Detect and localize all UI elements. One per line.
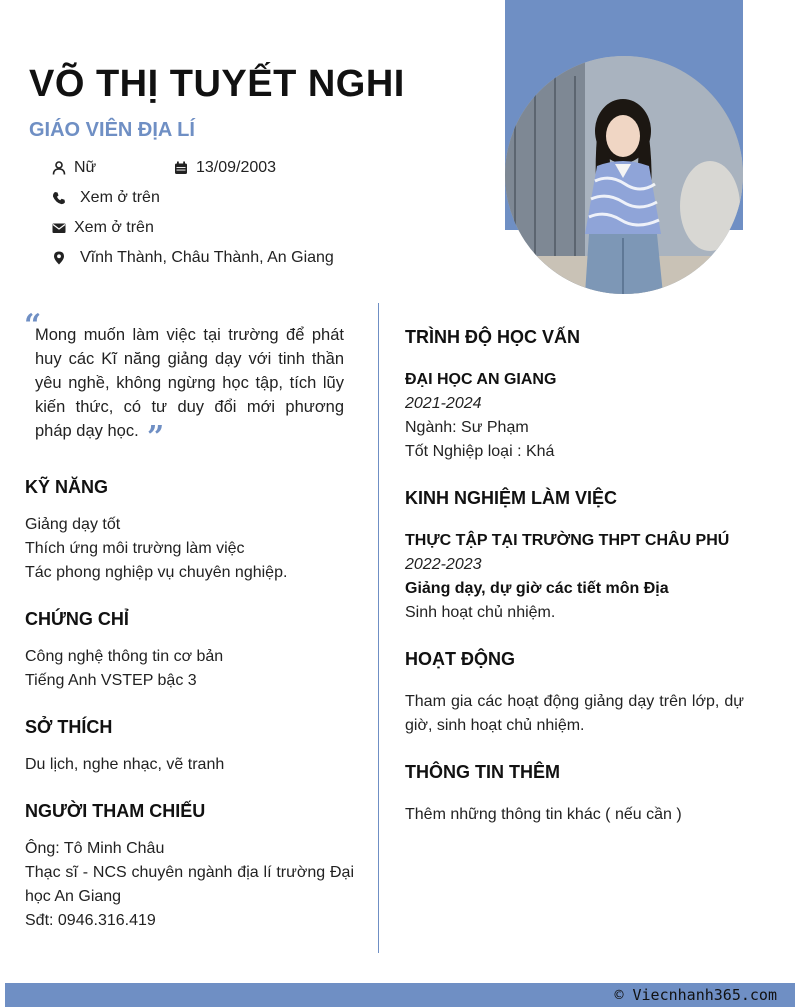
- birthday-value: 13/09/2003: [196, 159, 277, 176]
- skill-item: Giảng dạy tốt: [25, 516, 121, 533]
- education-block: [405, 368, 556, 464]
- person-icon: [52, 161, 66, 175]
- references-block: [25, 837, 354, 933]
- address-value: Vĩnh Thành, Châu Thành, An Giang: [80, 249, 334, 266]
- certificates-list: [25, 645, 223, 693]
- phone-row: [52, 189, 160, 207]
- phone-icon: [52, 191, 66, 205]
- close-quote-mark: ”: [147, 420, 165, 455]
- objective-text: Mong muốn làm việc tại trường để phát huy các Kĩ năng giảng dạy với tinh thần yêu nghề, không ngừng học tập, tích lũy kiến thức, có tư duy đổi mới phương pháp dạy học.: [35, 326, 344, 440]
- certificate-item: Công nghệ thông tin cơ bản: [25, 648, 224, 665]
- references-title: NGƯỜI THAM CHIẾU: [25, 801, 206, 821]
- experience-detail: Sinh hoạt chủ nhiệm.: [405, 604, 556, 621]
- extra-info-title: THÔNG TIN THÊM: [405, 762, 560, 782]
- skills-list: [25, 513, 287, 585]
- experience-title: KINH NGHIỆM LÀM VIỆC: [405, 488, 618, 508]
- job-title: GIÁO VIÊN ĐỊA LÍ: [29, 119, 195, 141]
- calendar-icon: [174, 161, 188, 175]
- gender-row: [52, 159, 96, 177]
- email-value: Xem ở trên: [74, 219, 154, 236]
- open-quote-mark: “: [24, 308, 42, 343]
- profile-photo: [505, 56, 743, 294]
- gender-value: Nữ: [74, 159, 97, 176]
- footer-watermark: © Viecnhanh365.com: [614, 986, 777, 1004]
- education-major: Ngành: Sư Phạm: [405, 419, 529, 436]
- address-row: [52, 249, 334, 267]
- experience-years: 2022-2023: [405, 556, 482, 573]
- experience-duty: Giảng dạy, dự giờ các tiết môn Địa: [405, 580, 669, 597]
- education-school: ĐẠI HỌC AN GIANG: [405, 371, 557, 388]
- hobbies-title: SỞ THÍCH: [25, 717, 113, 737]
- location-pin-icon: [52, 251, 66, 265]
- skill-item: Tác phong nghiệp vụ chuyên nghiệp.: [25, 564, 288, 581]
- experience-block: [405, 529, 729, 625]
- email-row: [52, 219, 154, 237]
- certificate-item: Tiếng Anh VSTEP bậc 3: [25, 672, 197, 689]
- footer-bar: [5, 983, 795, 1007]
- career-objective: [35, 323, 344, 443]
- phone-value: Xem ở trên: [80, 189, 160, 206]
- education-grade: Tốt Nghiệp loại : Khá: [405, 443, 555, 460]
- mail-icon: [52, 221, 66, 235]
- activities-title: HOẠT ĐỘNG: [405, 649, 515, 669]
- hobbies-text: Du lịch, nghe nhạc, vẽ tranh: [25, 756, 225, 773]
- skill-item: Thích ứng môi trường làm việc: [25, 540, 245, 557]
- education-title: TRÌNH ĐỘ HỌC VẤN: [405, 327, 580, 347]
- education-years: 2021-2024: [405, 395, 482, 412]
- activities-text: Tham gia các hoạt động giảng dạy trên lớp, dự giờ, sinh hoạt chủ nhiệm.: [405, 693, 744, 734]
- extra-info-text: Thêm những thông tin khác ( nếu cần ): [405, 806, 682, 823]
- birthday-row: [174, 159, 276, 177]
- skills-title: KỸ NĂNG: [25, 477, 109, 497]
- candidate-name: VÕ THỊ TUYẾT NGHI: [29, 63, 405, 105]
- experience-position: THỰC TẬP TẠI TRƯỜNG THPT CHÂU PHÚ: [405, 532, 730, 549]
- certificates-title: CHỨNG CHỈ: [25, 609, 129, 629]
- reference-person: Ông: Tô Minh Châu: [25, 840, 165, 857]
- reference-position: Thạc sĩ - NCS chuyên ngành địa lí trường Đại học An Giang: [25, 864, 354, 905]
- reference-phone: Sđt: 0946.316.419: [25, 912, 156, 929]
- column-divider: [378, 303, 379, 953]
